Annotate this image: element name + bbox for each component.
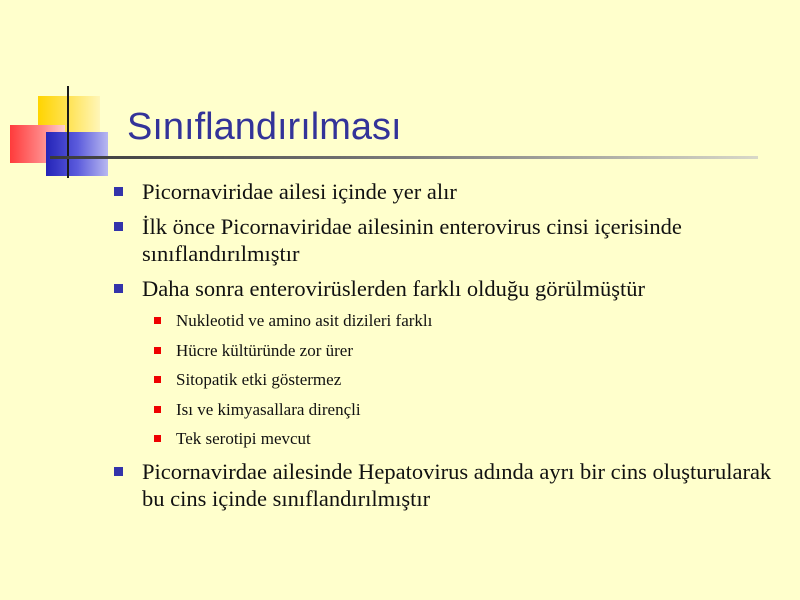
bullet-item — [112, 275, 782, 450]
square-bullet-icon — [114, 187, 123, 196]
sub-bullet-item — [142, 369, 782, 391]
red-square-bullet-icon — [154, 317, 161, 324]
square-bullet-icon — [114, 284, 123, 293]
red-square-bullet-icon — [154, 347, 161, 354]
sub-bullet-text: Tek serotipi mevcut — [176, 429, 311, 448]
bullet-text: Picornavirdae ailesinde Hepatovirus adında ayrı bir cins oluşturularak bu cins içinde sınıflandırılmıştır — [142, 459, 772, 511]
red-square-bullet-icon — [154, 376, 161, 383]
sub-bullet-list — [142, 310, 782, 450]
blue-square-decoration — [46, 132, 108, 176]
slide-title: Sınıflandırılması — [127, 106, 402, 148]
title-underline — [50, 156, 758, 159]
bullet-list — [112, 178, 782, 520]
square-bullet-icon — [114, 222, 123, 231]
sub-bullet-item — [142, 340, 782, 362]
square-bullet-icon — [114, 467, 123, 476]
bullet-item — [112, 213, 782, 267]
vertical-line-decoration — [67, 86, 69, 178]
bullet-text: İlk önce Picornaviridae ailesinin enterovirus cinsi içerisinde sınıflandırılmıştır — [142, 214, 682, 266]
bullet-item — [112, 458, 782, 512]
sub-bullet-text: Hücre kültüründe zor ürer — [176, 340, 354, 360]
bullet-item — [112, 178, 782, 205]
sub-bullet-item — [142, 399, 782, 421]
sub-bullet-text: Sitopatik etki göstermez — [176, 370, 342, 389]
sub-bullet-text: Nukleotid ve amino asit dizileri farklı — [176, 311, 433, 330]
red-square-bullet-icon — [154, 435, 161, 442]
bullet-text: Daha sonra enterovirüslerden farklı olduğu görülmüştür — [142, 276, 645, 301]
bullet-text: Picornaviridae ailesi içinde yer alır — [142, 179, 457, 204]
red-square-bullet-icon — [154, 406, 161, 413]
sub-bullet-text: Isı ve kimyasallara dirençli — [176, 399, 361, 419]
sub-bullet-item — [142, 428, 782, 450]
sub-bullet-item — [142, 310, 782, 332]
